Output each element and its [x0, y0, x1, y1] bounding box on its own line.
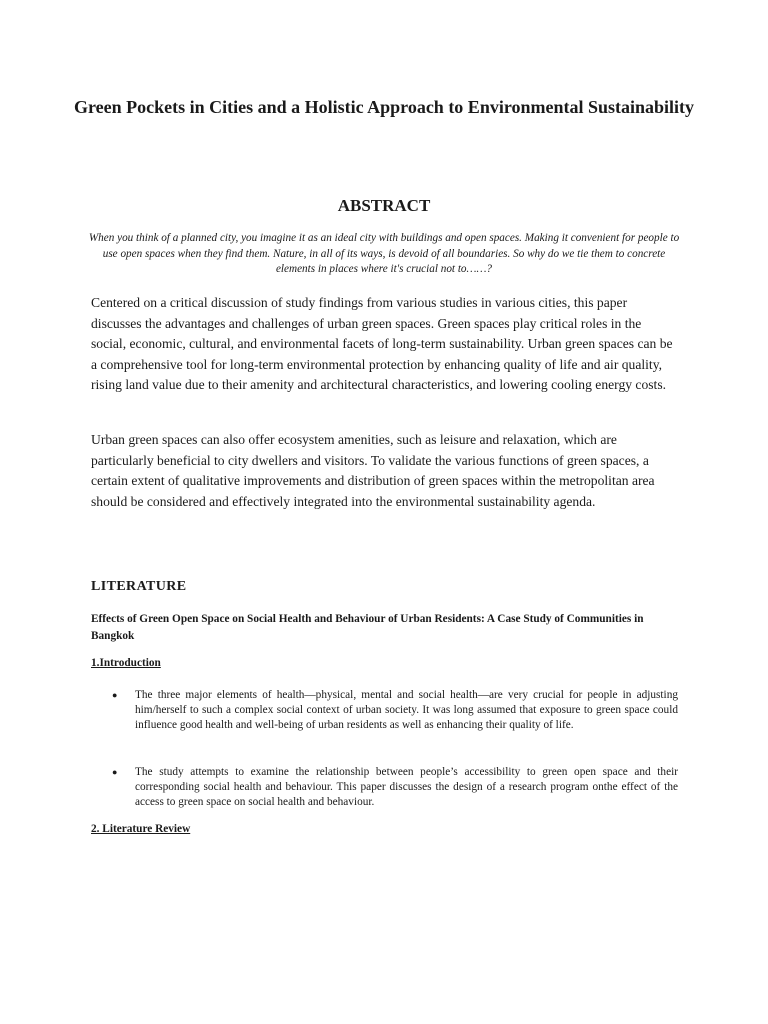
- list-item: [112, 688, 678, 733]
- literature-heading: LITERATURE: [91, 579, 187, 594]
- list-item: [112, 765, 678, 810]
- abstract-quote: When you think of a planned city, you imagine it as an ideal city with buildings and open spaces. Making it convenient for people to use open spaces when they find them. Nature, in all of its ways, is devoid of all boundaries. So why do we tie them to concrete elements in places where it's crucial not to……?: [88, 232, 680, 275]
- abstract-paragraph: Urban green spaces can also offer ecosystem amenities, such as leisure and relaxation, which are particularly beneficial to city dwellers and visitors. To validate the various functions of green spaces, a certain extent of qualitative improvements and distribution of green spaces within the metropolitan area should be considered and effectively integrated into the environmental sustainability agenda.: [91, 432, 655, 509]
- section-heading-literature-review: 2. Literature Review: [91, 823, 191, 835]
- list-item-text: The study attempts to examine the relationship between people’s accessibility to green open space and their corresponding social health and behaviour. This paper discusses the design of a research program onthe effect of the access to green space on social health and behaviour.: [135, 766, 678, 808]
- abstract-paragraph: Centered on a critical discussion of study findings from various studies in various cities, this paper discusses the advantages and challenges of urban green spaces. Green spaces play critical roles in the social, economic, cultural, and environmental facets of long-term sustainability. Urban green spaces can be a comprehensive tool for long-term environmental protection by enhancing quality of life and air quality, rising land value due to their amenity and architectural characteristics, and lowering cooling energy costs.: [91, 295, 673, 392]
- section-heading-introduction: 1.Introduction: [91, 657, 161, 669]
- bullet-icon: ●: [112, 690, 118, 700]
- abstract-heading: ABSTRACT: [337, 196, 431, 215]
- bullet-icon: ●: [112, 767, 118, 777]
- study-title: Effects of Green Open Space on Social Health and Behaviour of Urban Residents: A Case Study of Communities in Bangkok: [91, 613, 644, 642]
- document-title: Green Pockets in Cities and a Holistic Approach to Environmental Sustainability: [73, 97, 695, 117]
- list-item-text: The three major elements of health—physical, mental and social health—are very crucial for people in adjusting him/herself to such a complex social context of urban society. It was long assumed that exposure to green space could influence good health and well-being of urban residents as well as enhancing their quality of life.: [135, 689, 678, 731]
